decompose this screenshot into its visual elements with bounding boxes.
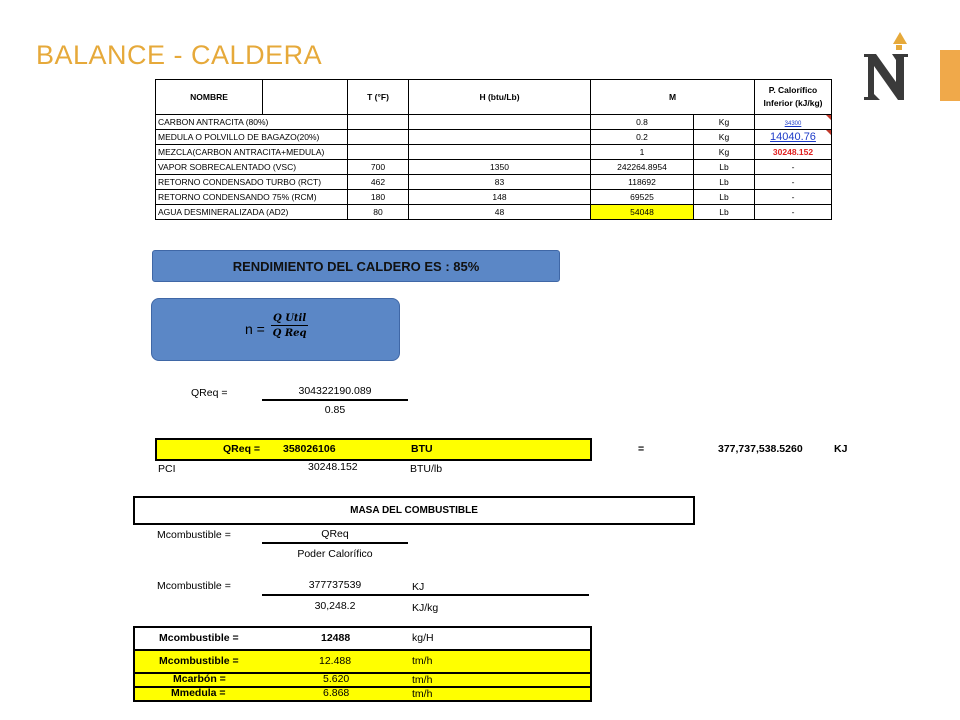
cell-name: MEDULA O POLVILLO DE BAGAZO(20%): [156, 130, 348, 145]
cell-pc: -: [755, 205, 832, 220]
data-table: [155, 79, 832, 220]
cell-t: 80: [348, 205, 409, 220]
equals-sign: =: [638, 443, 645, 455]
cell-h: [409, 115, 591, 130]
cell-unit: Kg: [694, 130, 755, 145]
fraction-line: [262, 399, 408, 401]
cell-m: 54048: [591, 205, 694, 220]
table-row: [156, 160, 832, 175]
fraction-line: [262, 542, 408, 544]
result-value: 12488: [321, 632, 351, 644]
header-m: M: [591, 80, 755, 115]
pci-value: 30248.152: [308, 461, 358, 473]
cell-h: 48: [409, 205, 591, 220]
cell-h: [409, 130, 591, 145]
cell-pc: [755, 115, 832, 130]
cell-unit: Lb: [694, 205, 755, 220]
cell-t: [348, 115, 409, 130]
result-value: 6.868: [323, 687, 350, 699]
cell-name: MEZCLA(CARBON ANTRACITA+MEDULA): [156, 145, 348, 160]
mcomb-calc-num-unit: KJ: [412, 581, 425, 593]
cell-t: [348, 130, 409, 145]
results-block: [133, 626, 592, 702]
qreq-result-unit: BTU: [411, 443, 433, 455]
cell-unit: Lb: [694, 160, 755, 175]
table-row: [156, 205, 832, 220]
qreq-kj-unit: KJ: [834, 443, 848, 455]
efficiency-formula-box: [151, 298, 400, 361]
qreq-result-row: [155, 438, 592, 461]
mcomb-formula-numerator: QReq: [321, 528, 349, 540]
table-row: [156, 130, 832, 145]
cell-unit: Lb: [694, 175, 755, 190]
header-t: T (°F): [348, 80, 409, 115]
page-title: BALANCE - CALDERA: [36, 40, 323, 70]
formula-denominator: Q Req: [272, 328, 307, 339]
result-label: Mmedula =: [171, 687, 226, 699]
formula-fraction: [271, 313, 308, 339]
cell-t: [348, 145, 409, 160]
cell-pc: -: [755, 160, 832, 175]
result-row: [135, 688, 590, 700]
table-row: [156, 115, 832, 130]
efficiency-banner: RENDIMIENTO DEL CALDERO ES : 85%: [152, 250, 560, 282]
n-letter-logo-icon: [862, 30, 914, 102]
header-blank: [263, 80, 348, 115]
table-row: [156, 145, 832, 160]
mcomb-calc-denominator: 30,248.2: [314, 600, 356, 612]
cell-name: RETORNO CONDENSADO TURBO (RCT): [156, 175, 348, 190]
cell-t: 462: [348, 175, 409, 190]
formula-lhs: n =: [245, 321, 265, 337]
cell-unit: Kg: [694, 145, 755, 160]
result-label: Mcarbón =: [173, 673, 226, 685]
table-header-row: [156, 80, 832, 115]
header-h: H (btu/Lb): [409, 80, 591, 115]
mcomb-calc-numerator: 377737539: [308, 579, 362, 591]
table-row: [156, 175, 832, 190]
cell-h: [409, 145, 591, 160]
cell-h: 148: [409, 190, 591, 205]
cell-t: 180: [348, 190, 409, 205]
header-nombre: NOMBRE: [156, 80, 263, 115]
qreq-calc-denominator: 0.85: [324, 404, 346, 416]
cell-unit: Lb: [694, 190, 755, 205]
mcomb-formula-denominator: Poder Calorífico: [297, 548, 373, 560]
qreq-calc-label: QReq =: [191, 387, 228, 399]
cell-pc: -: [755, 190, 832, 205]
cell-m: 0.2: [591, 130, 694, 145]
pc-link[interactable]: 34300: [784, 121, 802, 127]
cell-m: 69525: [591, 190, 694, 205]
qreq-calc-numerator: 304322190.089: [298, 385, 372, 397]
mcomb-calc-label: Mcombustible =: [157, 580, 231, 592]
table-row: [156, 190, 832, 205]
result-row: [135, 628, 590, 651]
cell-m: 0.8: [591, 115, 694, 130]
fuel-mass-header: MASA DEL COMBUSTIBLE: [133, 496, 695, 525]
result-row: [135, 674, 590, 688]
cell-name: RETORNO CONDENSANDO 75% (RCM): [156, 190, 348, 205]
qreq-kj-value: 377,737,538.5260: [718, 443, 803, 455]
cell-pc: -: [755, 175, 832, 190]
pc-link[interactable]: 14040.76: [770, 131, 816, 143]
result-label: Mcombustible =: [159, 655, 239, 667]
qreq-result-label: QReq =: [223, 443, 261, 455]
result-unit: tm/h: [412, 655, 433, 667]
result-label: Mcombustible =: [159, 632, 239, 644]
cell-pc: [755, 130, 832, 145]
result-row: [135, 651, 590, 674]
cell-m: 242264.8954: [591, 160, 694, 175]
result-unit: tm/h: [412, 688, 433, 700]
accent-bar: [940, 50, 960, 101]
cell-pc: 30248.152: [755, 145, 832, 160]
result-unit: kg/H: [412, 632, 434, 644]
cell-m: 118692: [591, 175, 694, 190]
result-unit: tm/h: [412, 674, 433, 686]
pci-unit: BTU/lb: [410, 463, 443, 475]
cell-unit: Kg: [694, 115, 755, 130]
cell-h: 83: [409, 175, 591, 190]
fraction-line: [262, 594, 589, 596]
cell-m: 1: [591, 145, 694, 160]
cell-name: VAPOR SOBRECALENTADO (VSC): [156, 160, 348, 175]
cell-h: 1350: [409, 160, 591, 175]
header-pc: P. Calorífico Inferior (kJ/kg): [755, 80, 832, 115]
mcomb-formula-label: Mcombustible =: [157, 529, 231, 541]
result-value: 5.620: [323, 673, 350, 685]
result-value: 12.488: [319, 655, 352, 667]
cell-t: 700: [348, 160, 409, 175]
pci-label: PCI: [158, 463, 176, 475]
cell-name: CARBON ANTRACITA (80%): [156, 115, 348, 130]
qreq-result-value: 358026106: [283, 443, 336, 455]
mcomb-calc-den-unit: KJ/kg: [412, 602, 439, 614]
cell-name: AGUA DESMINERALIZADA (AD2): [156, 205, 348, 220]
formula-numerator: Q Util: [273, 313, 307, 324]
